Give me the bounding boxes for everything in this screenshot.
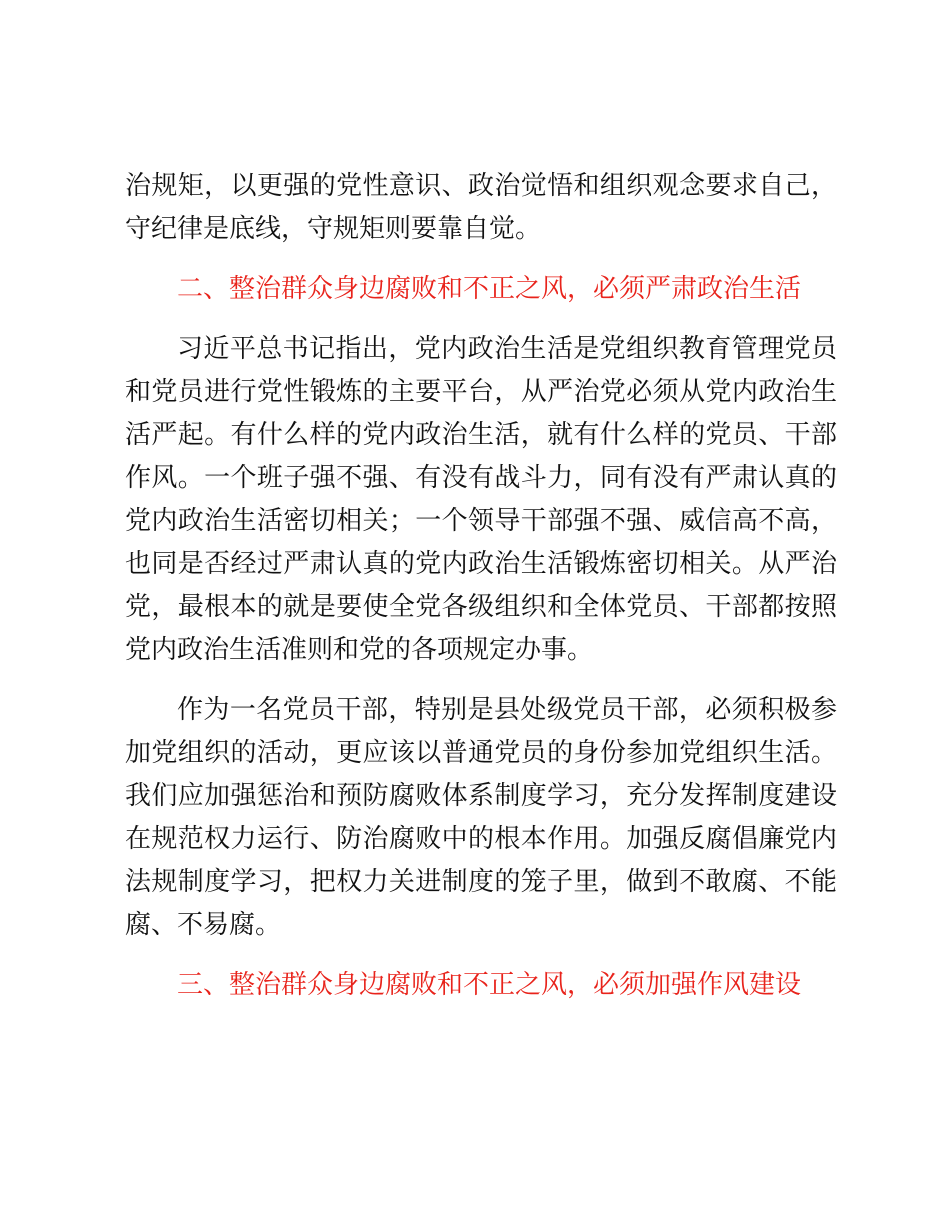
paragraph-political-life: 习近平总书记指出，党内政治生活是党组织教育管理党员和党员进行党性锻炼的主要平台，从严治党必须从党内政治生活严起。有什么样的党内政治生活，就有什么样的党员、干部作风。一个班子强不强、有没有战斗力，同有没有严肃认真的党内政治生活密切相关；一个领导干部强不强、威信高不高，也同是否经过严肃认真的党内政治生活锻炼密切相关。从严治党，最根本的就是要使全党各级组织和全体党员、干部都按照党内政治生活准则和党的各项规定办事。 bbox=[125, 334, 837, 665]
section-heading-2: 二、整治群众身边腐败和不正之风，必须严肃政治生活 bbox=[177, 274, 802, 304]
paragraph-continuation: 治规矩，以更强的党性意识、政治觉悟和组织观念要求自己，守纪律是底线，守规矩则要靠自觉。 bbox=[125, 171, 837, 244]
paragraph-party-cadre: 作为一名党员干部，特别是县处级党员干部，必须积极参加党组织的活动，更应该以普通党员的身份参加党组织生活。我们应加强惩治和预防腐败体系制度学习，充分发挥制度建设在规范权力运行、防治腐败中的根本作用。加强反腐倡廉党内法规制度学习，把权力关进制度的笼子里，做到不敢腐、不能腐、不易腐。 bbox=[125, 695, 837, 940]
document-page bbox=[125, 165, 837, 1024]
section-heading-3: 三、整治群众身边腐败和不正之风，必须加强作风建设 bbox=[177, 970, 802, 1000]
